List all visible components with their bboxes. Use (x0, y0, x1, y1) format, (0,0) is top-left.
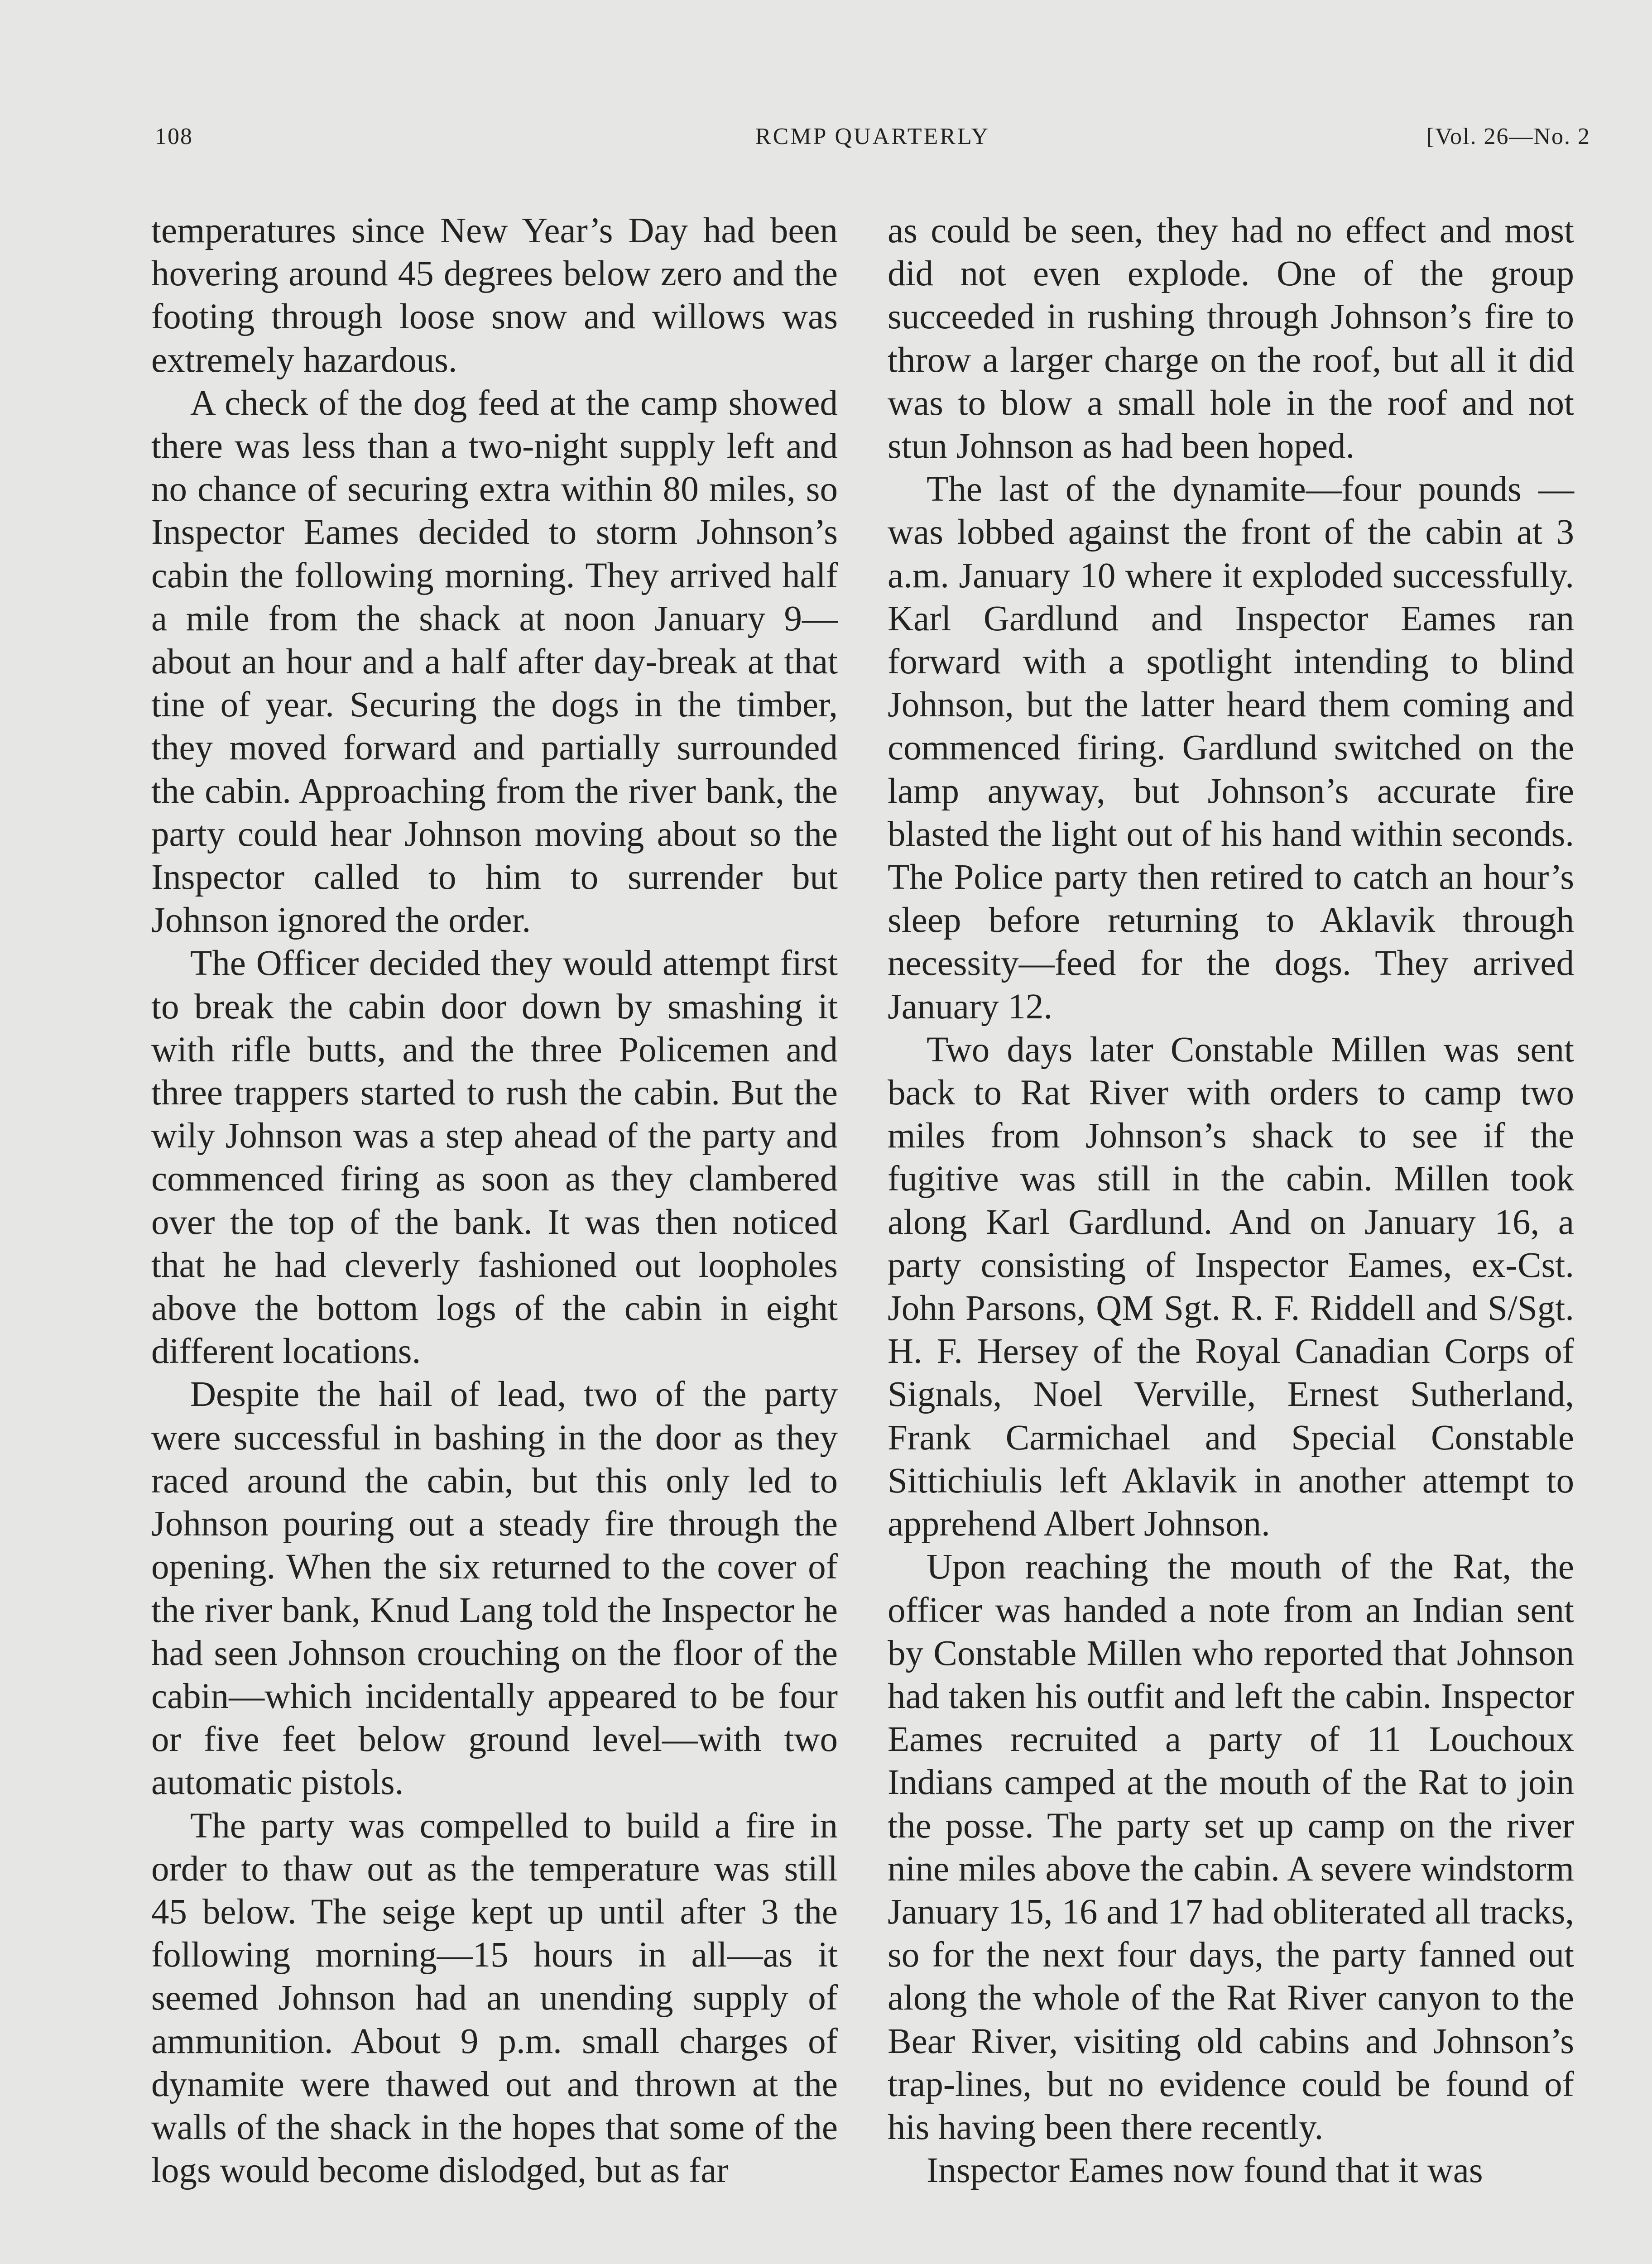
paragraph: Upon reaching the mouth of the Rat, the officer was handed a note from an Indian sent by Constable Millen who reported that Johnson had taken his outfit and left the cabin. Inspector Eames recruited a party of 11 Louchoux Indians camped at the mouth of the Rat to join the posse. The party set up camp on the river nine miles above the cabin. A severe windstorm January 15, 16 and 17 had obliterated all tracks, so for the next four days, the party fanned out along the whole of the Rat River canyon to the Bear River, visiting old cabins and Johnson’s trap-lines, but no evidence could be found of his having been there recently. (888, 1547, 1574, 2147)
paragraph: temperatures since New Year’s Day had been hovering around 45 degrees below zero and the footing through loose snow and willows was extremely hazardous. (151, 211, 838, 380)
paragraph: as could be seen, they had no effect and most did not even explode. One of the group succeeded in rushing through Johnson’s fire to throw a larger charge on the roof, but all it did was to blow a small hole in the roof and not stun Johnson as had been hoped. (888, 211, 1574, 466)
paragraph: Two days later Constable Millen was sent back to Rat River with orders to camp two miles from Johnson’s shack to see if the fugitive was still in the cabin. Millen took along Karl Gardlund. And on January 16, a party consisting of Inspector Eames, ex-Cst. John Parsons, QM Sgt. R. F. Riddell and S/Sgt. H. F. Hersey of the Royal Canadian Corps of Signals, Noel Verville, Ernest Sutherland, Frank Carmichael and Special Constable Sittichiulis left Aklavik in another attempt to apprehend Albert Johnson. (888, 1030, 1574, 1544)
paragraph: Inspector Eames now found that it was (927, 2151, 1483, 2191)
paragraph: The party was compelled to build a fire in order to thaw out as the temperature was still 45 below. The seige kept up until after 3 the following morning—15 hours in all—as it seemed Johnson had an unending supply of ammunition. About 9 p.m. small charges of dynamite were thawed out and thrown at the walls of the shack in the hopes that some of the logs would become dislodged, but as far (151, 1806, 838, 2191)
volume-issue: [Vol. 26—No. 2 (1426, 124, 1590, 149)
right-column (888, 209, 1574, 2192)
paragraph: The Officer decided they would attempt first to break the cabin door down by smashing it with rifle butts, and the three Policemen and three trappers started to rush the cabin. But the wily Johnson was a step ahead of the party and commenced firing as soon as they clambered over the top of the bank. It was then noticed that he had cleverly fashioned out loopholes above the bottom logs of the cabin in eight different locations. (151, 944, 838, 1372)
journal-title: RCMP QUARTERLY (755, 124, 990, 149)
page-header (155, 123, 1590, 159)
left-column (151, 209, 838, 2192)
paragraph: The last of the dynamite—four pounds —was lobbed against the front of the cabin at 3 a.m. January 10 where it exploded successfully. Karl Gardlund and Inspector Eames ran forward with a spotlight intending to blind Johnson, but the latter heard them coming and commenced firing. Gardlund switched on the lamp anyway, but Johnson’s accurate fire blasted the light out of his hand within seconds. The Police party then retired to catch an hour’s sleep before returning to Aklavik through necessity—feed for the dogs. They arrived January 12. (888, 470, 1574, 1026)
paragraph: A check of the dog feed at the camp showed there was less than a two-night supply left and no chance of securing extra within 80 miles, so Inspector Eames decided to storm Johnson’s cabin the following morning. They arrived half a mile from the shack at noon January 9—about an hour and a half after day-break at that tine of year. Securing the dogs in the timber, they moved forward and partially surrounded the cabin. Approaching from the river bank, the party could hear Johnson moving about so the Inspector called to him to surrender but Johnson ignored the order. (151, 383, 838, 940)
page-number: 108 (155, 124, 193, 149)
paragraph: Despite the hail of lead, two of the party were successful in bashing in the door as they raced around the cabin, but this only led to Johnson pouring out a steady fire through the opening. When the six returned to the cover of the river bank, Knud Lang told the Inspector he had seen Johnson crouching on the floor of the cabin—which incidentally appeared to be four or five feet below ground level—with two automatic pistols. (151, 1375, 838, 1803)
